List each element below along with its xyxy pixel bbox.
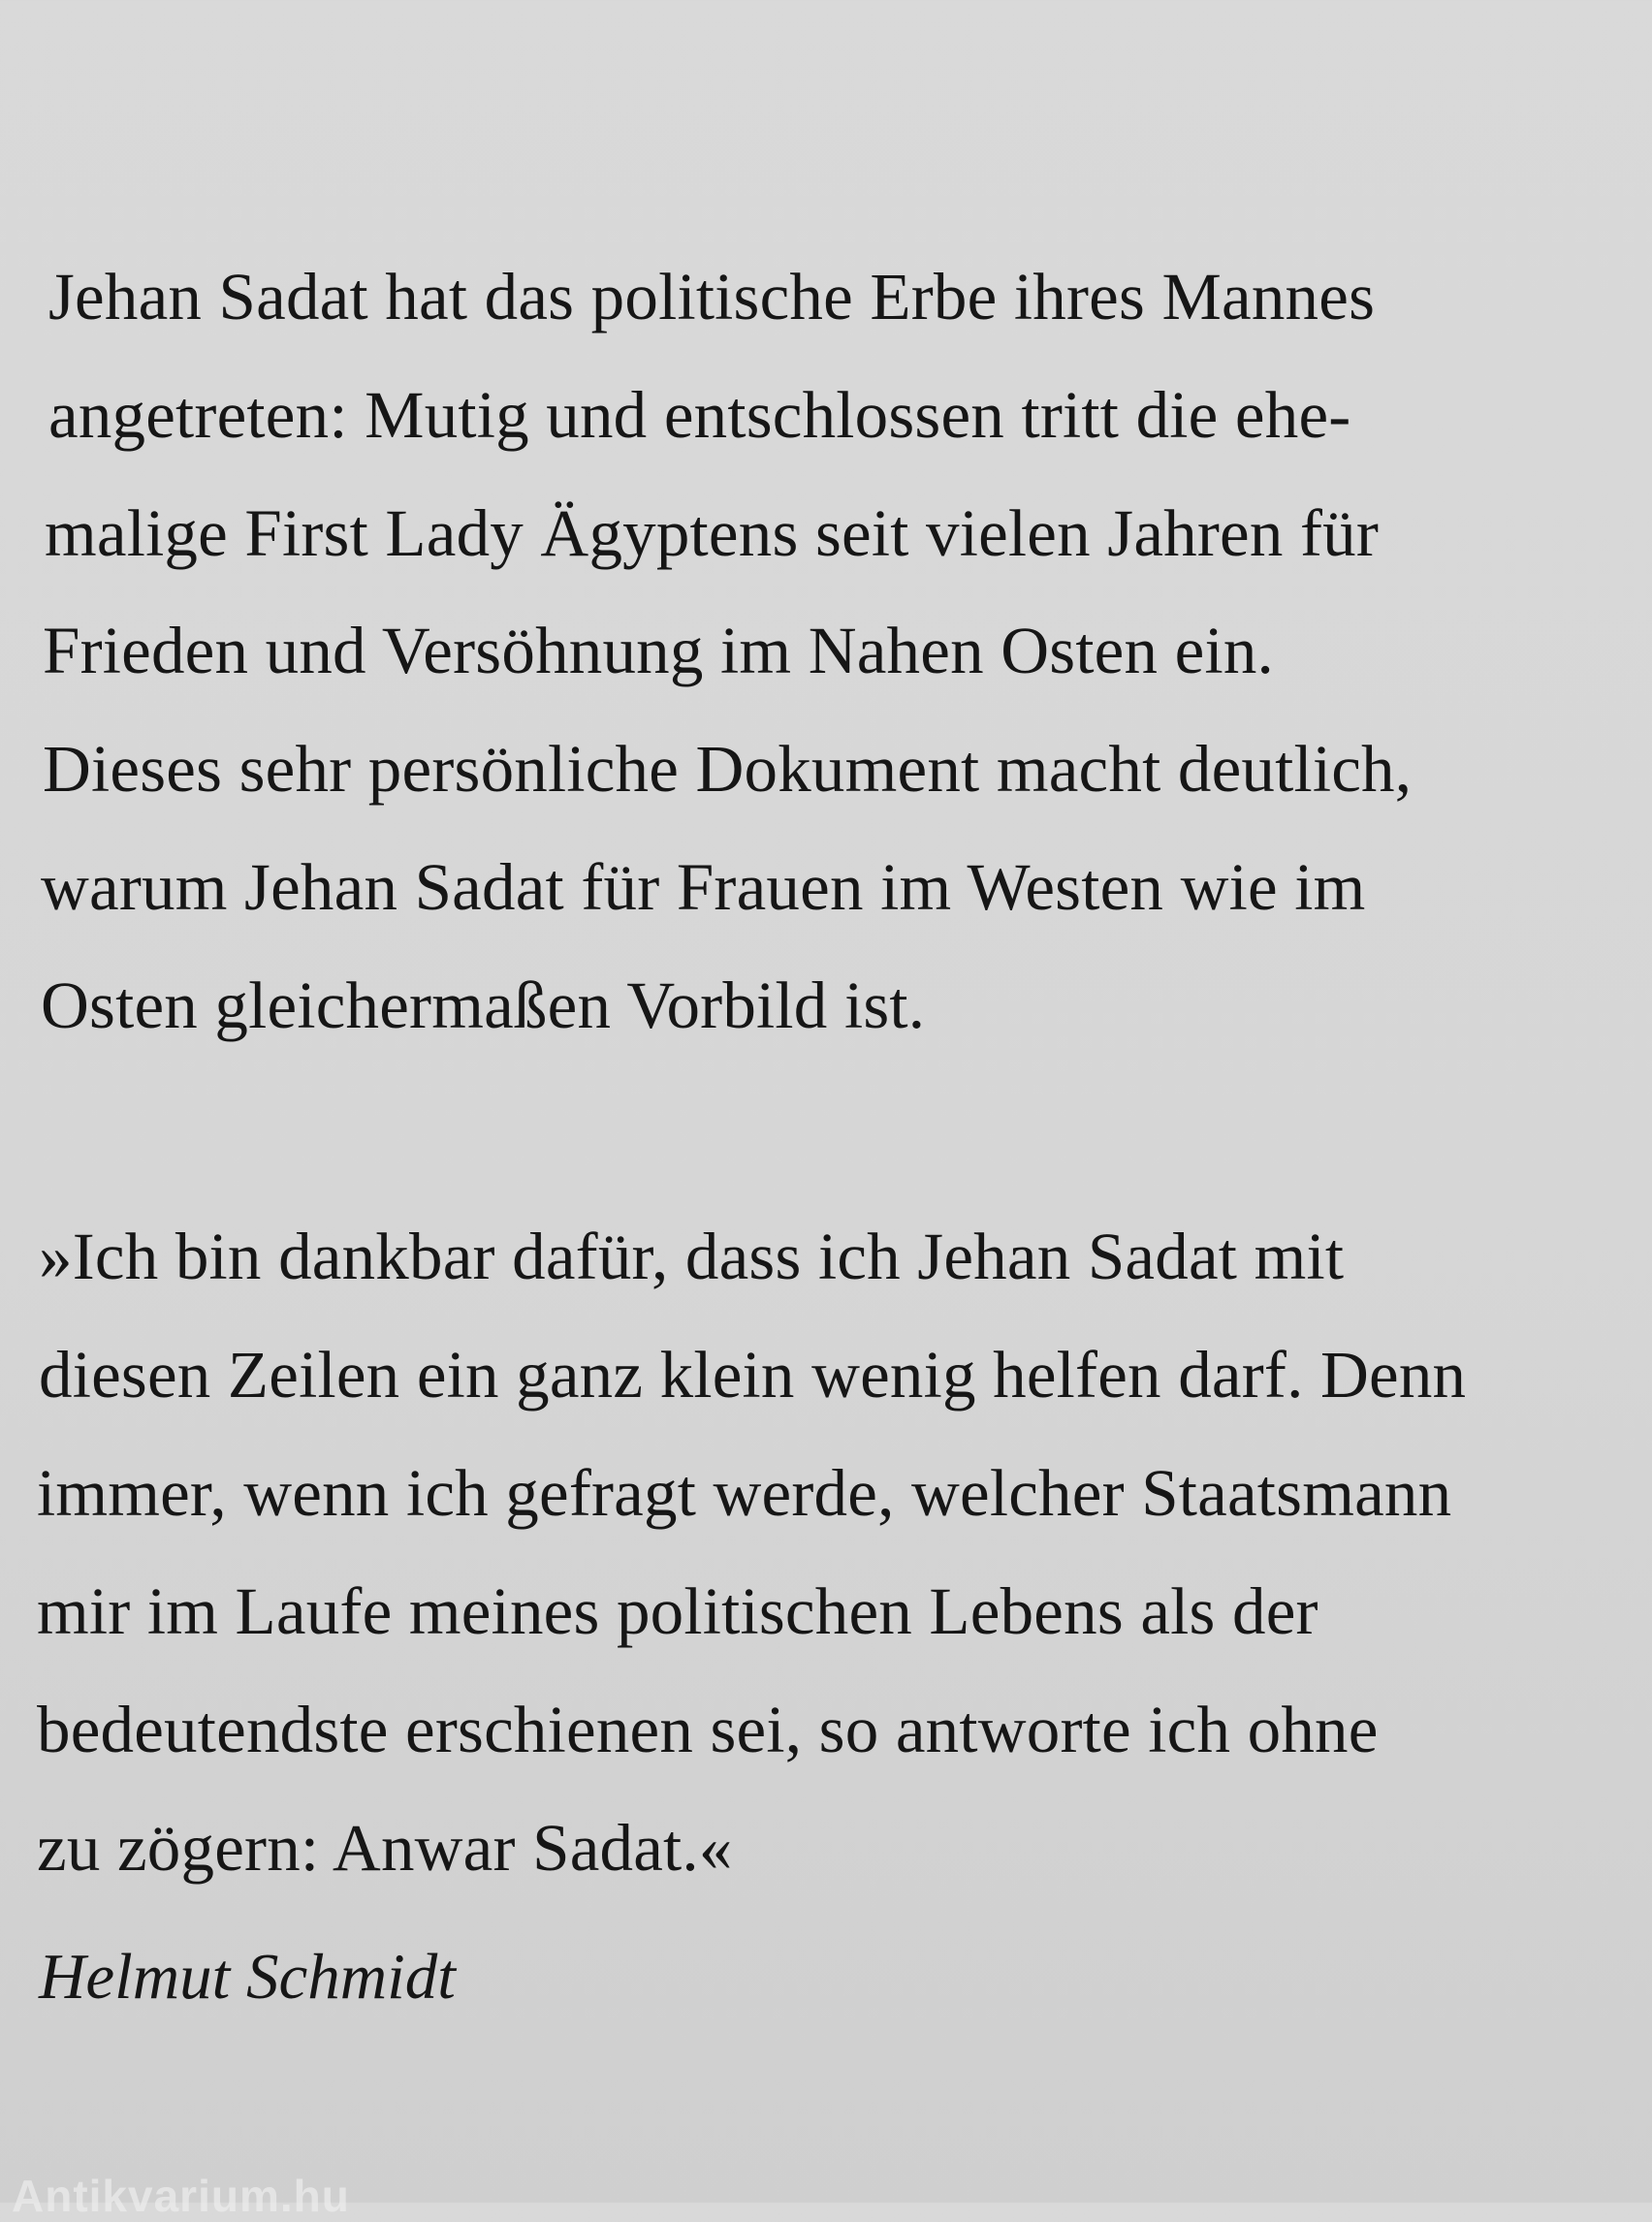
quote-line: immer, wenn ich gefragt werde, welcher Staatsmann (37, 1456, 1452, 1530)
description-line: angetreten: Mutig und entschlossen tritt die ehe- (48, 378, 1351, 452)
description-line: Dieses sehr persönliche Dokument macht deutlich, (43, 732, 1413, 806)
quote-line: diesen Zeilen ein ganz klein wenig helfen darf. Denn (39, 1338, 1467, 1412)
description-line: Frieden und Versöhnung im Nahen Osten ein. (43, 614, 1275, 687)
quote-author: Helmut Schmidt (39, 1941, 456, 2013)
quote-line: bedeutendste erschienen sei, so antworte ich ohne (37, 1693, 1379, 1766)
description-line: warum Jehan Sadat für Frauen im Westen wie im (41, 850, 1366, 924)
quote-line: »Ich bin dankbar dafür, dass ich Jehan Sadat mit (39, 1220, 1345, 1293)
description-line: Osten gleichermaßen Vorbild ist. (41, 968, 926, 1042)
watermark-text: Antikvarium.hu (12, 2171, 350, 2221)
description-line: Jehan Sadat hat das politische Erbe ihres Mannes (48, 260, 1376, 333)
quote-line: mir im Laufe meines politischen Lebens als der (37, 1574, 1318, 1648)
quote-line: zu zögern: Anwar Sadat.« (37, 1811, 733, 1885)
description-line: malige First Lady Ägyptens seit vielen Jahren für (45, 496, 1380, 570)
